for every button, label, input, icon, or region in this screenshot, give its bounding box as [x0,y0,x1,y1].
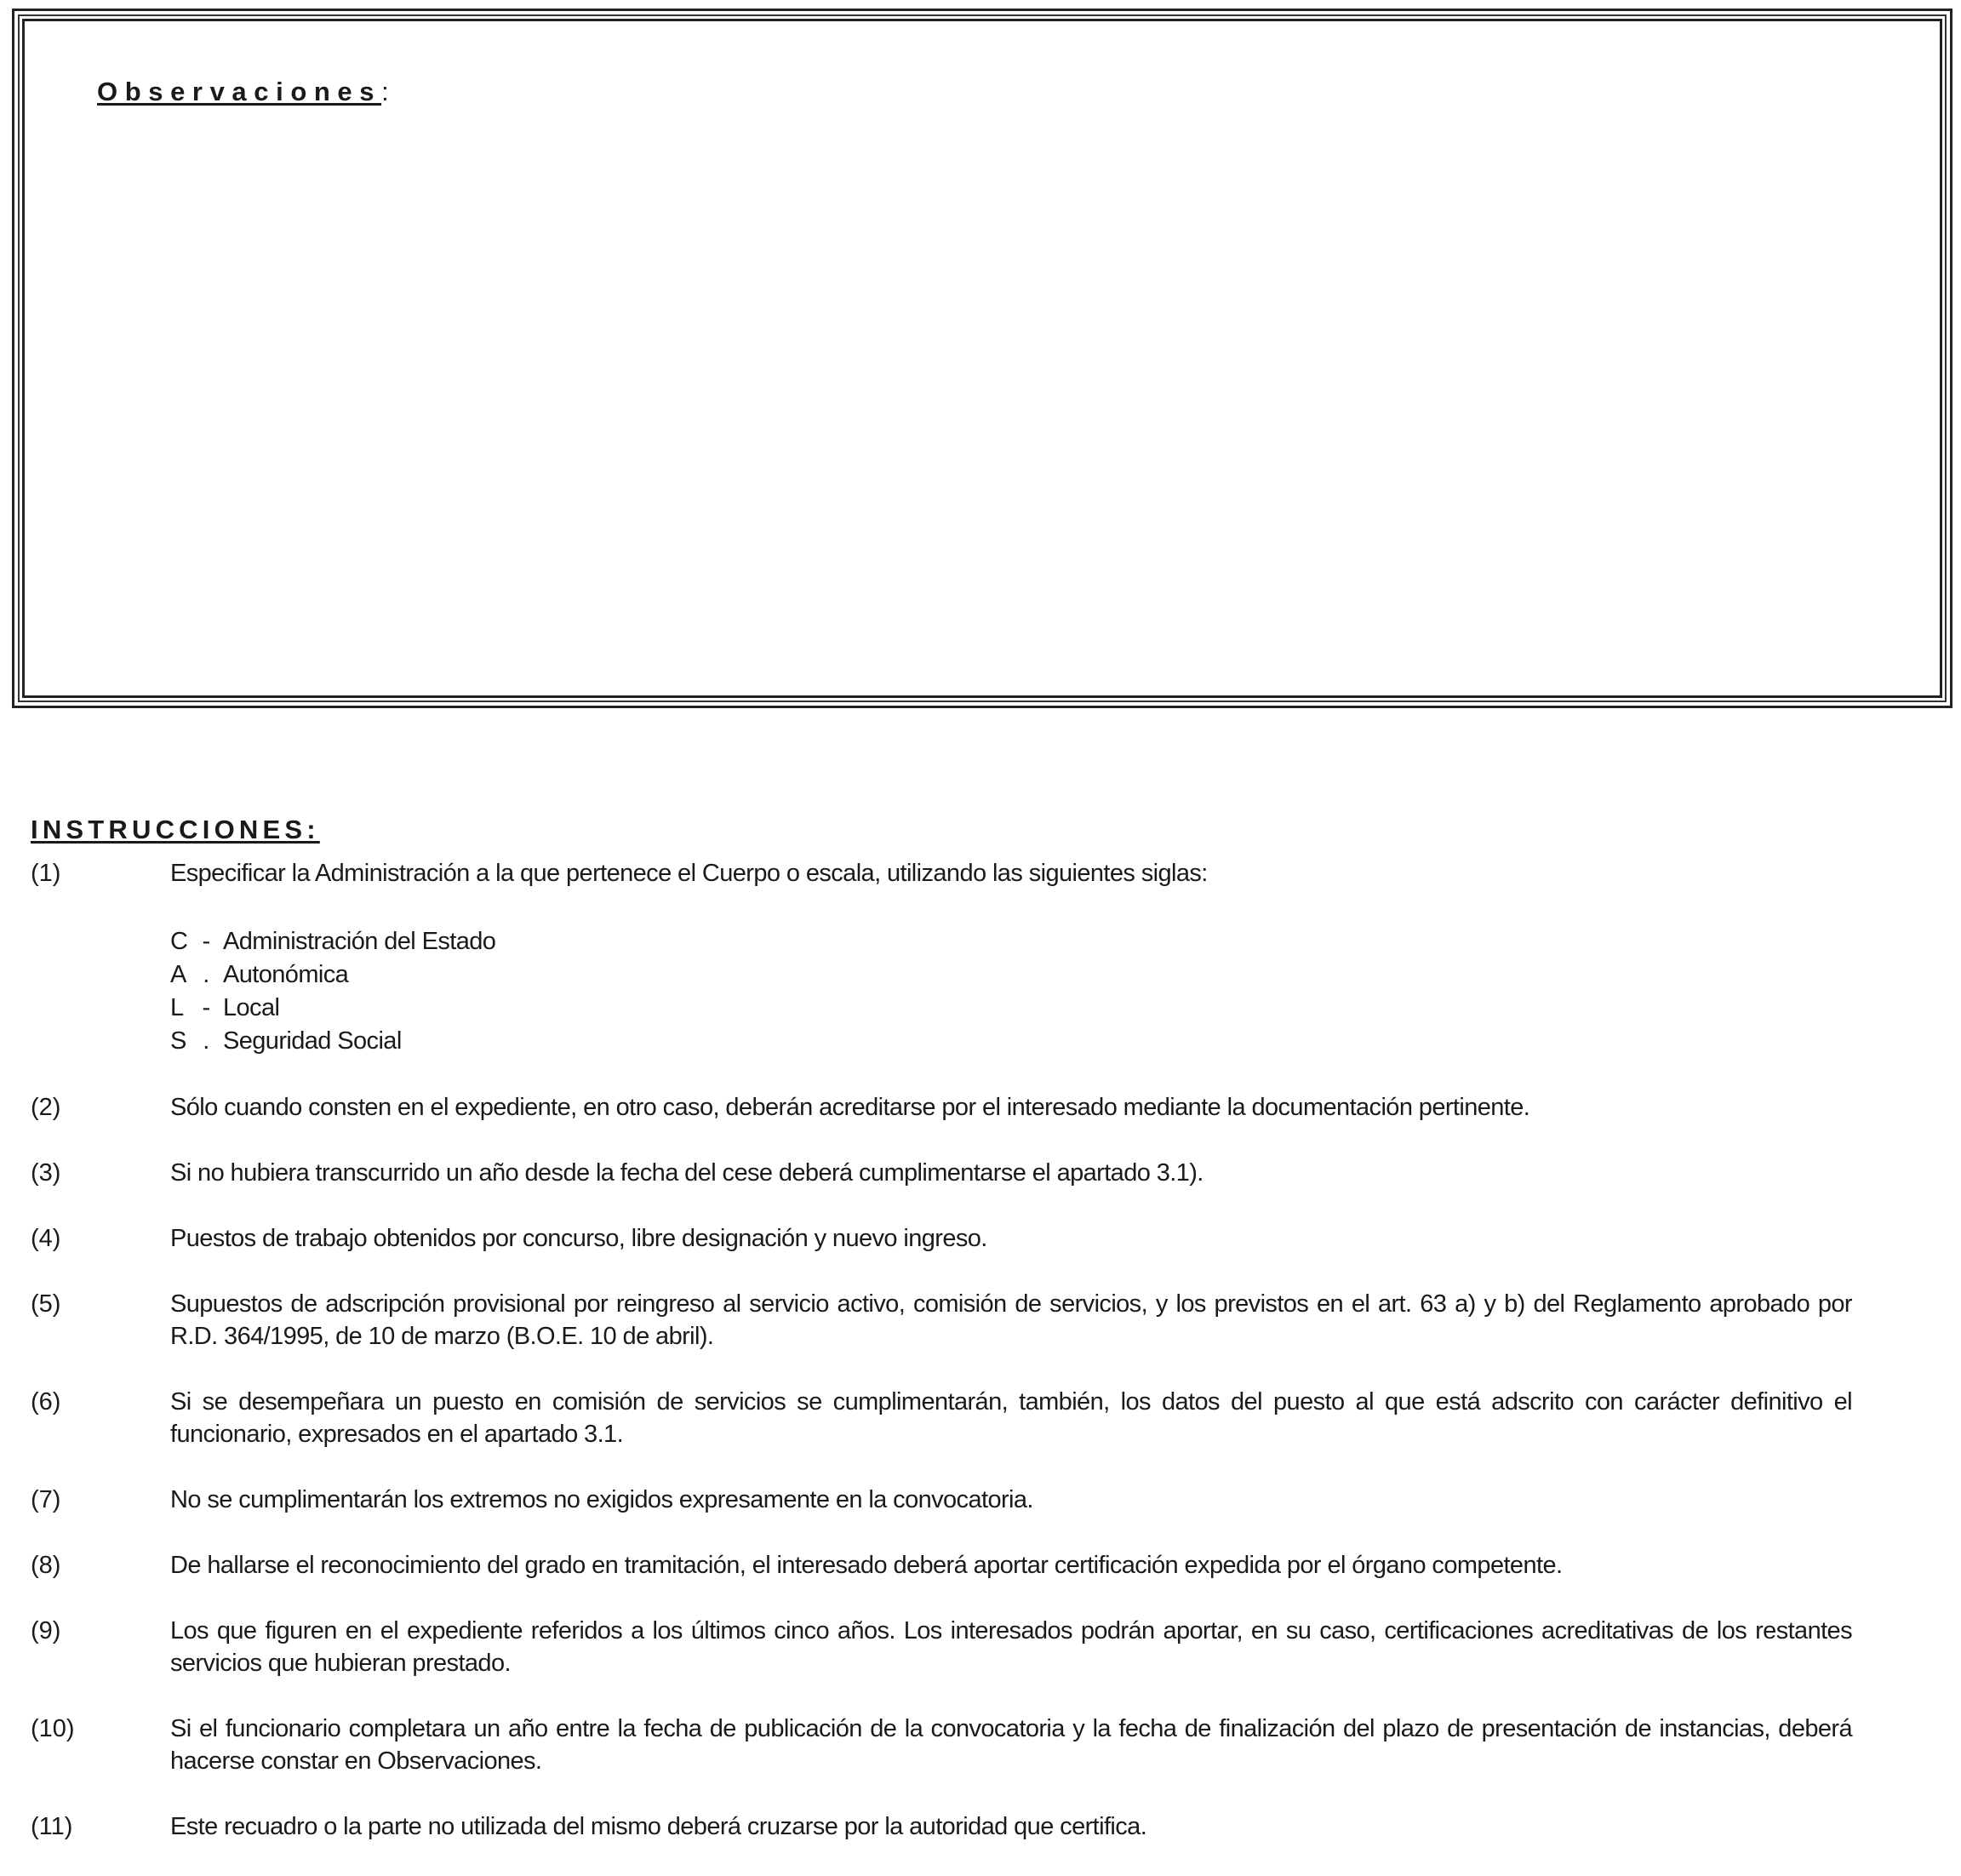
sigla-label: Local [223,994,280,1021]
observaciones-heading-text: Observaciones [97,77,382,106]
instruction-text: Este recuadro o la parte no utilizada del mismo deberá cruzarse por la autoridad que certifica. [170,1813,1147,1840]
siglas-list [170,925,1852,1058]
instruction-item-6 [31,1386,1852,1450]
instrucciones-heading: INSTRUCCIONES: [31,814,320,844]
instruction-item-5 [31,1288,1852,1353]
instruction-number: (5) [31,1290,61,1318]
instruction-text: Si el funcionario completara un año entre la fecha de publicación de la convocatoria y la fecha de finalización del plazo de presentación de instancias, deberá hacerse constar en Observaciones. [170,1715,1852,1775]
sigla-separator: - [202,928,210,955]
sigla-item-s [170,1025,1852,1058]
instruction-number: (3) [31,1159,61,1187]
sigla-label: Seguridad Social [223,1027,402,1055]
instruction-text: Puestos de trabajo obtenidos por concurso, libre designación y nuevo ingreso. [170,1225,987,1252]
instruction-item-8 [31,1549,1852,1581]
instruction-item-3 [31,1157,1852,1189]
sigla-code: L [170,994,184,1021]
instruction-item-2 [31,1091,1852,1124]
instruction-number: (9) [31,1617,61,1644]
observaciones-heading-colon: : [381,77,389,106]
instruction-number: (2) [31,1094,61,1121]
instruction-item-10 [31,1713,1852,1777]
sigla-separator: - [202,994,210,1021]
sigla-item-c [170,925,1852,958]
sigla-label: Administración del Estado [223,928,496,955]
instruction-number: (10) [31,1715,75,1742]
instruction-item-1 [31,857,1852,1058]
instruction-number: (1) [31,860,61,887]
sigla-code: S [170,1027,186,1055]
instruction-number: (11) [31,1813,73,1840]
instruction-text: Sólo cuando consten en el expediente, en otro caso, deberán acreditarse por el interesado mediante la documentación pertinente. [170,1094,1530,1121]
sigla-code: A [170,961,186,988]
instruction-number: (4) [31,1225,61,1252]
sigla-separator: . [203,961,209,988]
sigla-code: C [170,928,188,955]
observaciones-field[interactable] [22,128,1924,693]
instruction-item-9 [31,1615,1852,1679]
instruction-item-4 [31,1222,1852,1255]
instruction-text-body: Especificar la Administración a la que pertenece el Cuerpo o escala, utilizando las siguientes siglas: [170,860,1208,887]
instruction-number: (6) [31,1388,61,1416]
sigla-label: Autonómica [223,961,349,988]
instruction-text: Si se desempeñara un puesto en comisión de servicios se cumplimentarán, también, los datos del puesto al que está adscrito con carácter definitivo el funcionario, expresados en el apartado 3.1. [170,1388,1852,1448]
sigla-item-l [170,992,1852,1025]
observaciones-heading [97,75,389,109]
instrucciones-list [31,857,1852,1876]
instruction-number: (7) [31,1486,61,1513]
instruction-number: (8) [31,1552,61,1579]
instruction-text: No se cumplimentarán los extremos no exigidos expresamente en la convocatoria. [170,1486,1033,1513]
sigla-separator: . [203,1027,209,1055]
instruction-text: Si no hubiera transcurrido un año desde la fecha del cese deberá cumplimentarse el apartado 3.1). [170,1159,1203,1187]
instruction-text [170,857,1852,1058]
instruction-text: Los que figuren en el expediente referidos a los últimos cinco años. Los interesados podrán aportar, en su caso, certificaciones acreditativas de los restantes servicios que hubieran prestado. [170,1617,1852,1677]
instruction-item-7 [31,1484,1852,1516]
instruction-text: Supuestos de adscripción provisional por reingreso al servicio activo, comisión de servicios, y los previstos en el art. 63 a) y b) del Reglamento aprobado por R.D. 364/1995, de 10 de marzo (B.O.E. 10 de abril). [170,1290,1852,1350]
instruction-text: De hallarse el reconocimiento del grado en tramitación, el interesado deberá aportar certificación expedida por el órgano competente. [170,1552,1563,1579]
instruction-item-11 [31,1810,1852,1843]
sigla-item-a [170,958,1852,992]
